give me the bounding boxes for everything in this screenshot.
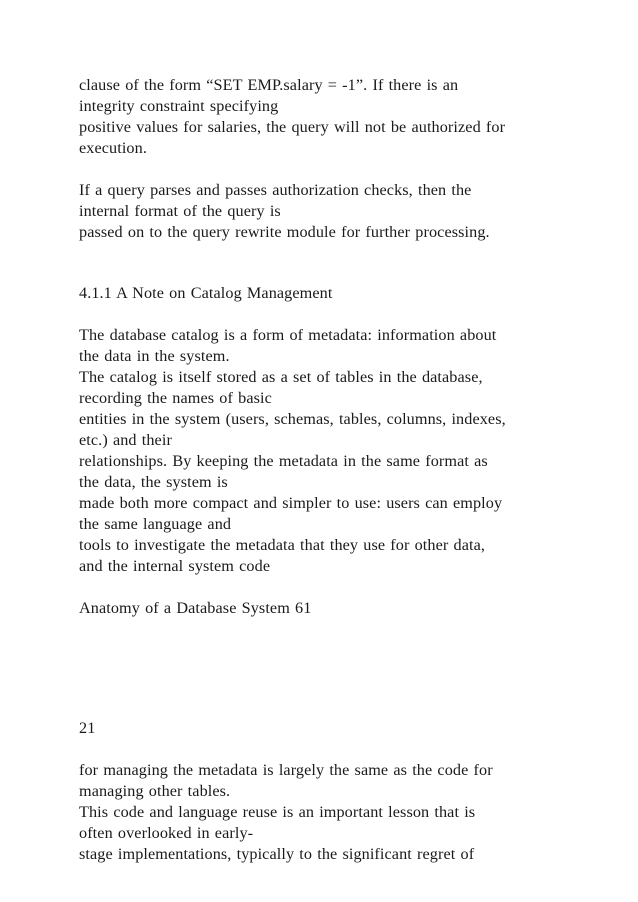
spacer: [79, 619, 619, 718]
page-number-text: 21: [79, 719, 96, 737]
spacer: [79, 739, 619, 760]
text-line: managing other tables.: [79, 782, 231, 800]
section-heading-text: 4.1.1 A Note on Catalog Management: [79, 284, 333, 302]
spacer: [79, 243, 619, 283]
footer-text: Anatomy of a Database System 61: [79, 599, 312, 617]
text-line: often overlooked in early-: [79, 824, 254, 842]
text-line: and the internal system code: [79, 557, 271, 575]
paragraph-code-reuse: [79, 760, 619, 865]
section-heading: [79, 283, 619, 304]
spacer: [79, 159, 619, 180]
text-line: the data in the system.: [79, 347, 230, 365]
text-line: clause of the form “SET EMP.salary = -1”. If there is an: [79, 76, 459, 94]
document-page: [79, 75, 619, 865]
text-line: recording the names of basic: [79, 389, 272, 407]
text-line: passed on to the query rewrite module for further processing.: [79, 223, 490, 241]
text-line: the data, the system is: [79, 473, 228, 491]
text-line: If a query parses and passes authorization checks, then the: [79, 181, 472, 199]
text-line: tools to investigate the metadata that they use for other data,: [79, 536, 486, 554]
text-line: the same language and: [79, 515, 232, 533]
spacer: [79, 577, 619, 598]
text-line: made both more compact and simpler to use: users can employ: [79, 494, 503, 512]
text-line: integrity constraint specifying: [79, 97, 279, 115]
text-line: The catalog is itself stored as a set of tables in the database,: [79, 368, 483, 386]
text-line: internal format of the query is: [79, 202, 281, 220]
page-number: [79, 718, 619, 739]
text-line: positive values for salaries, the query will not be authorized for: [79, 118, 506, 136]
text-line: relationships. By keeping the metadata in the same format as: [79, 452, 488, 470]
paragraph-authorization: [79, 75, 619, 159]
paragraph-query-rewrite: [79, 180, 619, 243]
spacer: [79, 304, 619, 325]
text-line: execution.: [79, 139, 147, 157]
text-line: etc.) and their: [79, 431, 172, 449]
text-line: The database catalog is a form of metadata: information about: [79, 326, 497, 344]
text-line: entities in the system (users, schemas, tables, columns, indexes,: [79, 410, 506, 428]
text-line: This code and language reuse is an important lesson that is: [79, 803, 476, 821]
text-line: for managing the metadata is largely the same as the code for: [79, 761, 493, 779]
paragraph-catalog: [79, 325, 619, 577]
running-footer: [79, 598, 619, 619]
text-line: stage implementations, typically to the significant regret of: [79, 845, 475, 863]
